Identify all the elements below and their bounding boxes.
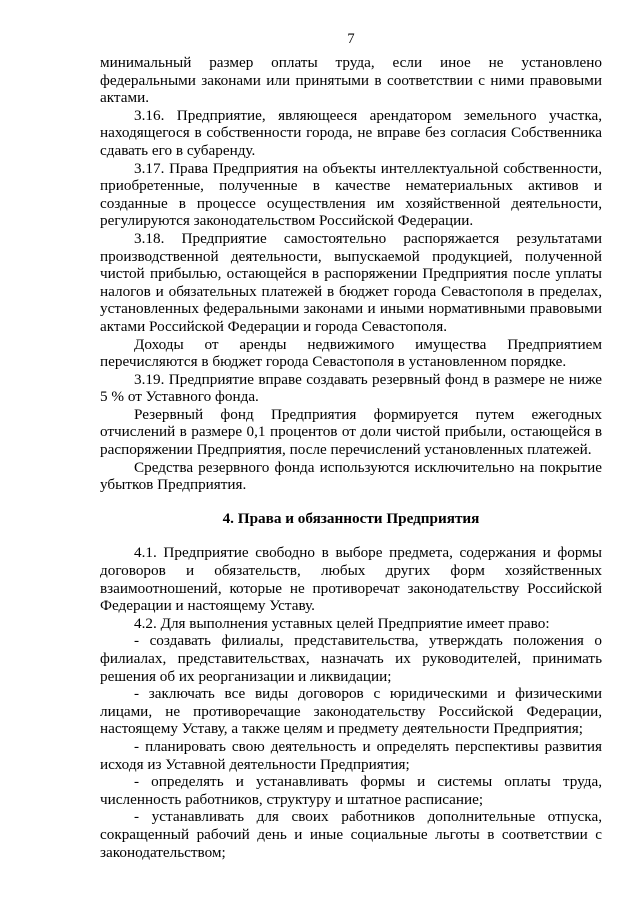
section-4-body <box>100 544 602 861</box>
paragraph-3-19: 3.19. Предприятие вправе создавать резервный фонд в размере не ниже 5 % от Уставного фонда. <box>100 370 602 406</box>
list-item-contracts: - заключать все виды договоров с юридическими и физическими лицами, не противоречащие законодательству Российской Федерации, настоящему Уставу, а также целям и предмету деятельности Предприятия; <box>100 685 602 738</box>
section-heading: 4. Права и обязанности Предприятия <box>222 509 480 527</box>
paragraph-3-15-end: минимальный размер оплаты труда, если иное не установлено федеральными законами или принятыми в соответствии с ними правовыми актами. <box>100 54 602 107</box>
page-number: 7 <box>347 31 355 47</box>
paragraph-3-17: 3.17. Права Предприятия на объекты интеллектуальной собственности, приобретенные, полученные в качестве нематериальных активов и созданные в процессе осуществления им хозяйственной деятельности, регулируются законодательством Российской Федерации. <box>100 159 602 230</box>
list-item-benefits: - устанавливать для своих работников дополнительные отпуска, сокращенный рабочий день и иные социальные льготы в соответствии с законодательством; <box>100 808 602 861</box>
section-3-continuation <box>100 54 602 494</box>
paragraph-3-19-reserve-usage: Средства резервного фонда используются исключительно на покрытие убытков Предприятия. <box>100 458 602 494</box>
paragraph-3-18: 3.18. Предприятие самостоятельно распоряжается результатами производственной деятельности, выпускаемой продукцией, полученной чистой прибылью, остающейся в распоряжении Предприятия после уплаты налогов и обязательных платежей в бюджет города Севастополя в пределах, установленных федеральными законами и иными нормативными правовыми актами Российской Федерации и города Севастополя. <box>100 229 602 335</box>
paragraph-3-16: 3.16. Предприятие, являющееся арендатором земельного участка, находящегося в собственности города, не вправе без согласия Собственника сдавать его в субаренду. <box>100 106 602 159</box>
list-item-planning: - планировать свою деятельность и определять перспективы развития исходя из Уставной деятельности Предприятия; <box>100 737 602 773</box>
paragraph-3-18-rent-income: Доходы от аренды недвижимого имущества Предприятием перечисляются в бюджет города Севастополя в установленном порядке. <box>100 335 602 371</box>
document-page <box>100 30 602 861</box>
paragraph-3-19-reserve-fund: Резервный фонд Предприятия формируется путем ежегодных отчислений в размере 0,1 процентов от доли чистой прибыли, остающейся в распоряжении Предприятия, после перечислений установленных платежей. <box>100 405 602 459</box>
list-item-branches: - создавать филиалы, представительства, утверждать положения о филиалах, представительствах, назначать их руководителей, принимать решения об их реорганизации и ликвидации; <box>100 632 602 685</box>
paragraph-4-2: 4.2. Для выполнения уставных целей Предприятие имеет право: <box>134 614 550 632</box>
paragraph-4-1: 4.1. Предприятие свободно в выборе предмета, содержания и формы договоров и обязательств, любых других форм хозяйственных взаимоотношений, которые не противоречат законодательству Российской Федерации и настоящему Уставу. <box>100 544 602 615</box>
list-item-payroll: - определять и устанавливать формы и системы оплаты труда, численность работников, структуру и штатное расписание; <box>100 773 602 808</box>
